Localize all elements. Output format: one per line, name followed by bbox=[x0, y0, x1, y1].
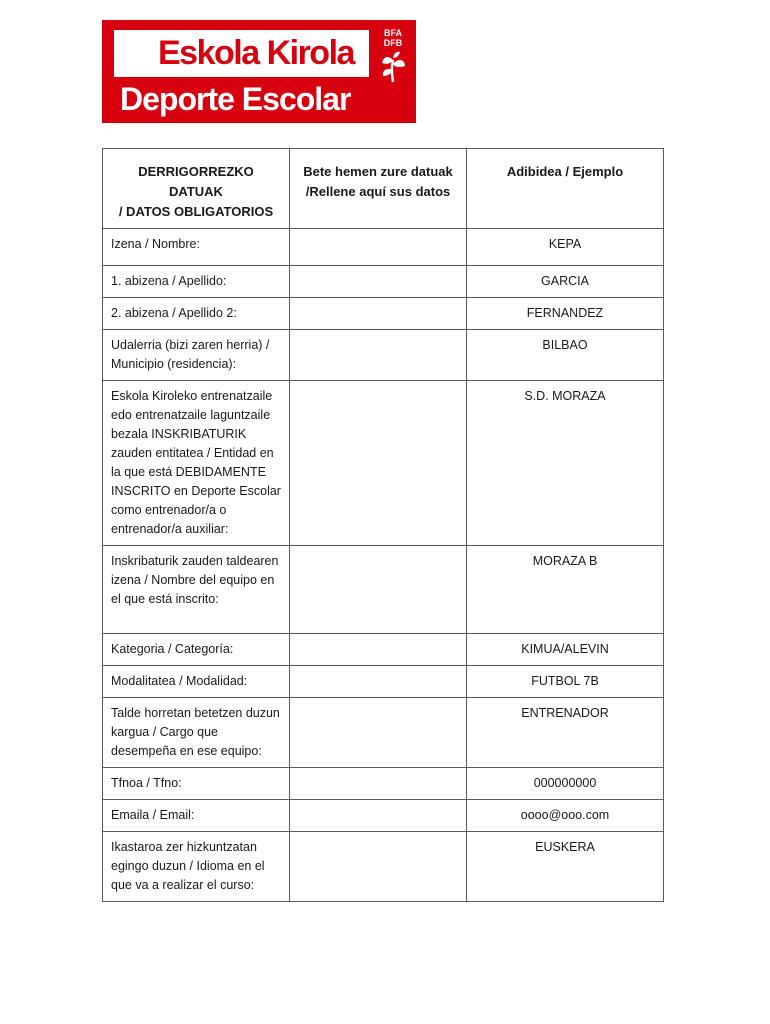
fill-in-field[interactable] bbox=[290, 832, 467, 902]
header-fill-in-data bbox=[290, 149, 467, 229]
table-row bbox=[103, 666, 664, 698]
example-value: KEPA bbox=[467, 229, 664, 266]
table-row bbox=[103, 832, 664, 902]
eskola-kirola-logo bbox=[102, 20, 416, 123]
fill-in-field[interactable] bbox=[290, 266, 467, 298]
header-fill-in-line2: /Rellene aquí sus datos bbox=[305, 184, 451, 199]
row-label: Ikastaroa zer hizkuntzatan egingo duzun / Idioma en el que va a realizar el curso: bbox=[103, 832, 290, 902]
row-label: Talde horretan betetzen duzun kargua / Cargo que desempeña en ese equipo: bbox=[103, 698, 290, 768]
fill-in-field[interactable] bbox=[290, 698, 467, 768]
example-value: ENTRENADOR bbox=[467, 698, 664, 768]
example-value: EUSKERA bbox=[467, 832, 664, 902]
row-label: Tfnoa / Tfno: bbox=[103, 768, 290, 800]
header-fill-in-line1: Bete hemen zure datuak bbox=[303, 164, 453, 179]
example-value: GARCIA bbox=[467, 266, 664, 298]
table-row bbox=[103, 298, 664, 330]
table-row bbox=[103, 330, 664, 381]
logo-title-eskola-kirola: Eskola Kirola bbox=[158, 34, 354, 72]
row-label: Inskribaturik zauden taldearen izena / Nombre del equipo en el que está inscrito: bbox=[103, 546, 290, 634]
example-value: S.D. MORAZA bbox=[467, 381, 664, 546]
header-example: Adibidea / Ejemplo bbox=[467, 149, 664, 229]
table-row bbox=[103, 800, 664, 832]
emblem-bfa-text: BFA bbox=[384, 28, 402, 38]
table-row bbox=[103, 266, 664, 298]
example-value: FUTBOL 7B bbox=[467, 666, 664, 698]
fill-in-field[interactable] bbox=[290, 768, 467, 800]
header-mandatory-line2: / DATOS OBLIGATORIOS bbox=[118, 204, 274, 219]
example-value: KIMUA/ALEVIN bbox=[467, 634, 664, 666]
table-row bbox=[103, 768, 664, 800]
row-label: 2. abizena / Apellido 2: bbox=[103, 298, 290, 330]
table-header-row bbox=[103, 149, 664, 229]
registration-form-table bbox=[102, 148, 664, 902]
fill-in-field[interactable] bbox=[290, 800, 467, 832]
fill-in-field[interactable] bbox=[290, 298, 467, 330]
row-label: Emaila / Email: bbox=[103, 800, 290, 832]
fill-in-field[interactable] bbox=[290, 634, 467, 666]
example-value: MORAZA B bbox=[467, 546, 664, 634]
row-label: Eskola Kiroleko entrenatzaile edo entrenatzaile laguntzaile bezala INSKRIBATURIK zauden entitatea / Entidad en la que está DEBIDAMENTE INSCRITO en Deporte Escolar como entrenador/a o entrenador/a auxiliar: bbox=[103, 381, 290, 546]
header-mandatory-data bbox=[103, 149, 290, 229]
example-value: 000000000 bbox=[467, 768, 664, 800]
table-row bbox=[103, 229, 664, 266]
fill-in-field[interactable] bbox=[290, 330, 467, 381]
row-label: 1. abizena / Apellido: bbox=[103, 266, 290, 298]
table-row bbox=[103, 698, 664, 768]
fill-in-field[interactable] bbox=[290, 381, 467, 546]
tree-leaf-icon bbox=[378, 48, 408, 84]
table-row bbox=[103, 634, 664, 666]
row-label: Kategoria / Categoría: bbox=[103, 634, 290, 666]
header-mandatory-line1: DERRIGORREZKO DATUAK bbox=[138, 164, 254, 199]
row-label: Izena / Nombre: bbox=[103, 229, 290, 266]
fill-in-field[interactable] bbox=[290, 229, 467, 266]
emblem-dfb-text: DFB bbox=[383, 38, 403, 48]
table-row bbox=[103, 381, 664, 546]
bfa-dfb-emblem bbox=[378, 28, 408, 86]
fill-in-field[interactable] bbox=[290, 666, 467, 698]
row-label: Modalitatea / Modalidad: bbox=[103, 666, 290, 698]
logo-title-deporte-escolar: Deporte Escolar bbox=[120, 81, 351, 117]
fill-in-field[interactable] bbox=[290, 546, 467, 634]
example-value: BILBAO bbox=[467, 330, 664, 381]
example-value: FERNANDEZ bbox=[467, 298, 664, 330]
row-label: Udalerria (bizi zaren herria) / Municipio (residencia): bbox=[103, 330, 290, 381]
example-value: oooo@ooo.com bbox=[467, 800, 664, 832]
table-row bbox=[103, 546, 664, 634]
